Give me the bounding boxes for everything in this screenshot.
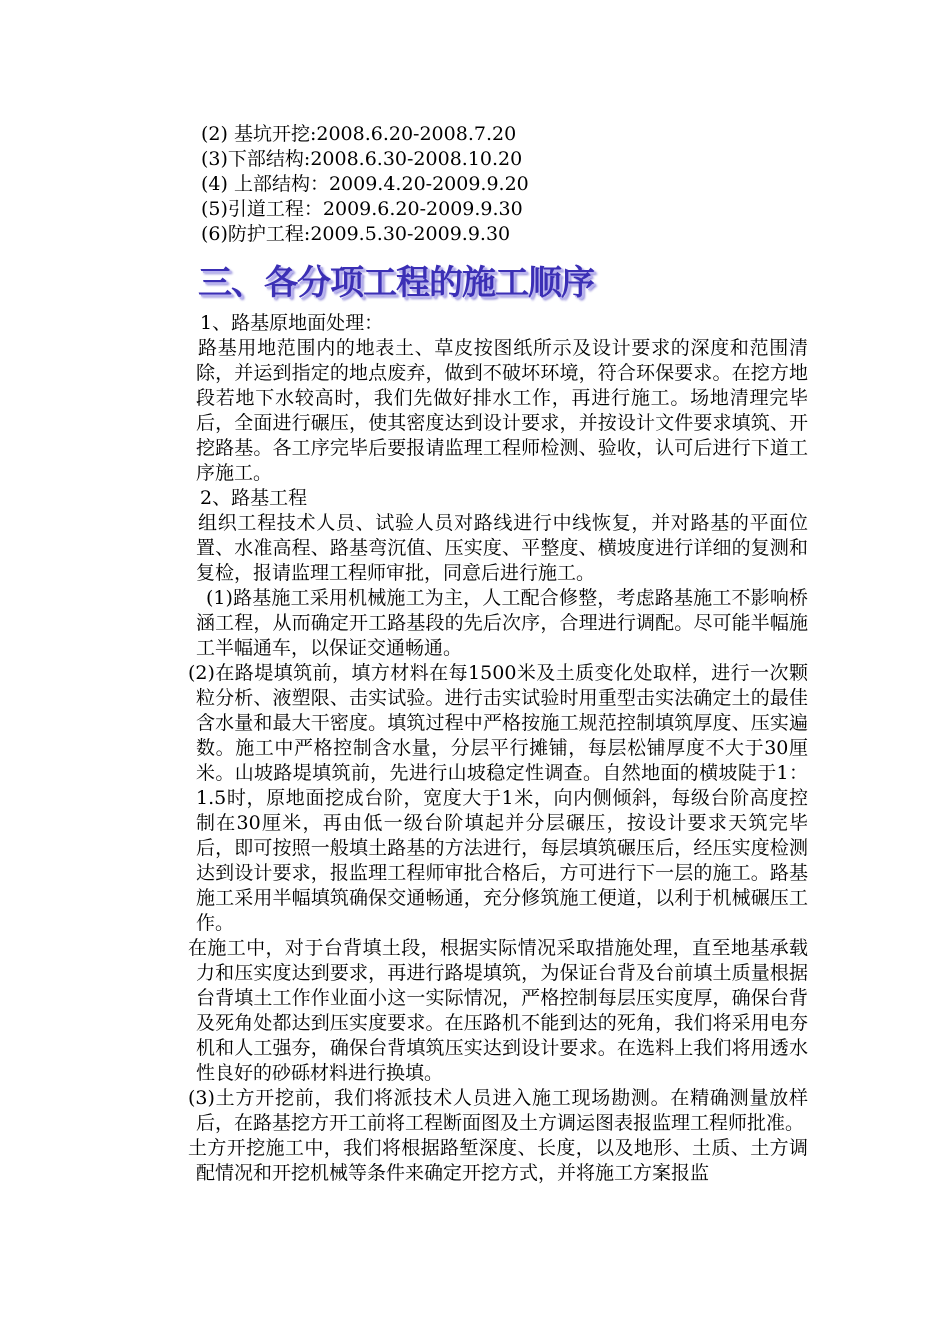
schedule-item: (4) 上部结构：2009.4.20-2009.9.20 — [201, 173, 529, 195]
subsection-title: 1、路基原地面处理： — [200, 312, 384, 334]
body-paragraph: 在施工中，对于台背填土段，根据实际情况采取措施处理，直至地基承载力和压实度达到要求，再进行路堤填筑，为保证台背及台前填土质量根据台背填土工作作业面小这一实际情况，严格控制每层压实度厚，确保台背及死角处都达到压实度要求。在压路机不能到达的死角，我们将采用电夯机和人工强夯，确保台背填筑压实达到设计要求。在选料上我们将用透水性良好的砂砾材料进行换填。 — [188, 937, 808, 1084]
body-paragraph: 路基用地范围内的地表土、草皮按图纸所示及设计要求的深度和范围清除，并运到指定的地点废弃，做到不破坏环境，符合环保要求。在挖方地段若地下水较高时，我们先做好排水工作，再进行施工。场地清理完毕后，全面进行碾压，使其密度达到设计要求，并按设计文件要求填筑、开挖路基。各工序完毕后要报请监理工程师检测、验收，认可后进行下道工序施工。 — [196, 337, 808, 484]
body-paragraph: 组织工程技术人员、试验人员对路线进行中线恢复，并对路基的平面位置、水准高程、路基弯沉值、压实度、平整度、横坡度进行详细的复测和复检，报请监理工程师审批，同意后进行施工。 — [196, 512, 808, 584]
document-body — [188, 122, 808, 1186]
schedule-item: (3)下部结构:2008.6.30-2008.10.20 — [201, 148, 523, 170]
schedule-item: (5)引道工程：2009.6.20-2009.9.30 — [201, 198, 523, 220]
schedule-item: (2) 基坑开挖:2008.6.20-2008.7.20 — [201, 123, 517, 145]
subsection-title: 2、路基工程 — [200, 487, 308, 509]
schedule-list — [198, 122, 808, 247]
section-heading: 三、各分项工程的施工顺序 — [198, 263, 594, 303]
body-paragraph: (1)路基施工采用机械施工为主，人工配合修整，考虑路基施工不影响桥涵工程，从而确定开工路基段的先后次序，合理进行调配。尽可能半幅施工半幅通车，以保证交通畅通。 — [196, 587, 808, 659]
body-paragraph: (3)土方开挖前，我们将派技术人员进入施工现场勘测。在精确测量放样后，在路基挖方开工前将工程断面图及土方调运图表报监理工程师批准。 — [188, 1087, 808, 1134]
body-paragraph: 土方开挖施工中，我们将根据路堑深度、长度，以及地形、土质、土方调配情况和开挖机械等条件来确定开挖方式，并将施工方案报监 — [188, 1137, 808, 1184]
body-paragraph: (2)在路堤填筑前，填方材料在每1500米及土质变化处取样，进行一次颗粒分析、液塑限、击实试验。进行击实试验时用重型击实法确定土的最佳含水量和最大干密度。填筑过程中严格按施工规范控制填筑厚度、压实遍数。施工中严格控制含水量，分层平行摊铺，每层松铺厚度不大于30厘米。山坡路堤填筑前，先进行山坡稳定性调查。自然地面的横坡陡于1：1.5时，原地面挖成台阶，宽度大于1米，向内侧倾斜，每级台阶高度控制在30厘米，再由低一级台阶填起并分层碾压，按设计要求天筑完毕后，即可按照一般填土路基的方法进行，每层填筑碾压后，经压实度检测达到设计要求，报监理工程师审批合格后，方可进行下一层的施工。路基施工采用半幅填筑确保交通畅通，充分修筑施工便道，以利于机械碾压工作。 — [188, 662, 808, 934]
schedule-item: (6)防护工程:2009.5.30-2009.9.30 — [201, 223, 511, 245]
